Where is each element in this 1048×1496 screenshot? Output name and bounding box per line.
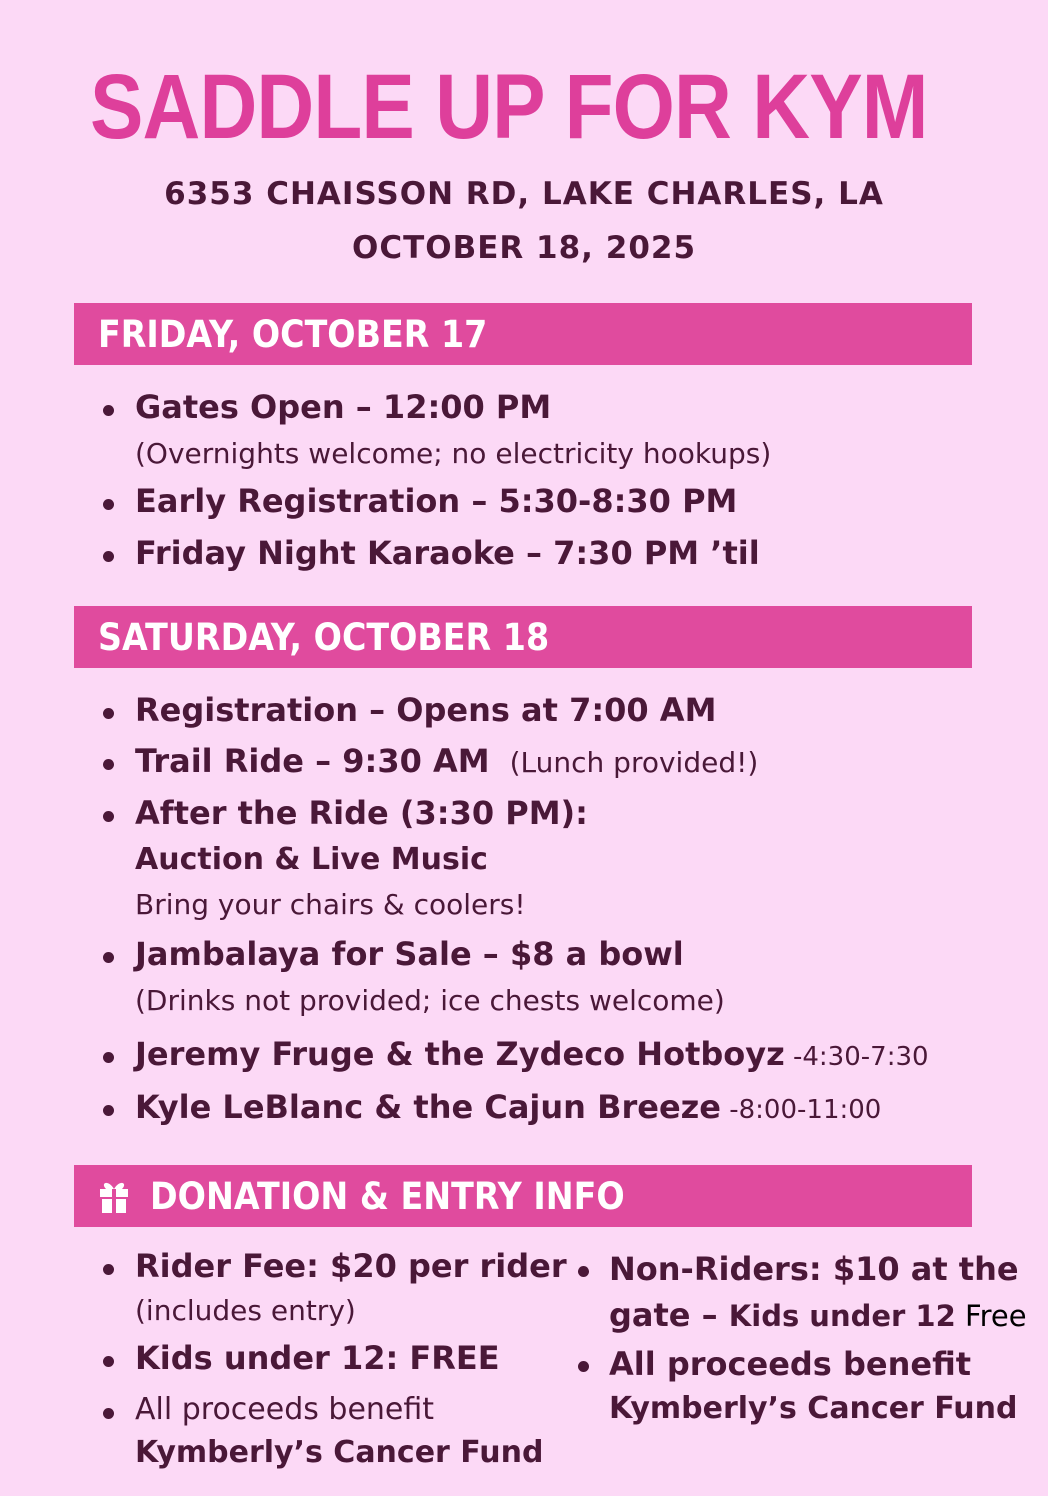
jambalaya: Jambalaya for Sale – $8 a bowl bbox=[135, 935, 684, 973]
band1-item bbox=[135, 1035, 929, 1073]
bullet bbox=[103, 759, 114, 770]
kids-free: Kids under 12: FREE bbox=[135, 1339, 500, 1377]
non-riders-fee: Non-Riders: $10 at the bbox=[609, 1250, 1019, 1288]
bullet bbox=[103, 499, 114, 510]
gift-icon bbox=[98, 1179, 130, 1213]
trail-ride: Trail Ride – 9:30 AM bbox=[135, 742, 490, 780]
trail-ride-item bbox=[135, 742, 758, 780]
gates-open: Gates Open bbox=[135, 388, 345, 426]
bullet bbox=[103, 1408, 114, 1419]
cancer-fund-left: Kymberly’s Cancer Fund bbox=[135, 1435, 544, 1470]
bullet bbox=[103, 708, 114, 719]
gates-open-time: – 12:00 PM bbox=[344, 388, 552, 426]
gate-line bbox=[609, 1296, 1027, 1334]
title-text: SADDLE UP FOR KYM bbox=[90, 55, 928, 158]
proceeds-left: All proceeds benefit bbox=[135, 1392, 435, 1427]
band2-item bbox=[135, 1088, 881, 1126]
bullet bbox=[578, 1361, 589, 1372]
gate-dash: – bbox=[690, 1296, 729, 1334]
band1-time: -4:30-7:30 bbox=[784, 1042, 929, 1072]
early-registration: Early Registration – 5:30-8:30 PM bbox=[135, 482, 738, 520]
chairs-coolers: Bring your chairs & coolers! bbox=[135, 888, 526, 921]
jambalaya-note: (Drinks not provided; ice chests welcome) bbox=[135, 984, 725, 1017]
event-title bbox=[78, 52, 998, 162]
rider-fee: Rider Fee: $20 per rider bbox=[135, 1247, 567, 1285]
band2-time: -8:00-11:00 bbox=[720, 1095, 882, 1125]
registration: Registration – Opens at 7:00 AM bbox=[135, 691, 717, 729]
proceeds-right: All proceeds benefit bbox=[609, 1345, 972, 1383]
saturday-heading-text: SATURDAY, OCTOBER 18 bbox=[98, 615, 550, 659]
bullet bbox=[103, 551, 114, 562]
bullet bbox=[103, 405, 114, 416]
donation-heading-text: DONATION & ENTRY INFO bbox=[150, 1174, 625, 1218]
band1-name: Jeremy Fruge & the Zydeco Hotboyz bbox=[135, 1035, 785, 1073]
bullet bbox=[103, 811, 114, 822]
after-ride: After the Ride (3:30 PM): bbox=[135, 794, 588, 832]
free-label: Free bbox=[955, 1299, 1027, 1333]
donation-heading bbox=[74, 1165, 972, 1227]
event-address: 6353 CHAISSON RD, LAKE CHARLES, LA bbox=[164, 176, 884, 212]
cancer-fund-right: Kymberly’s Cancer Fund bbox=[609, 1391, 1018, 1426]
friday-heading bbox=[74, 303, 972, 365]
bullet bbox=[103, 952, 114, 963]
kids-under-12: Kids under 12 bbox=[728, 1299, 956, 1333]
bullet bbox=[103, 1052, 114, 1063]
band2-name: Kyle LeBlanc & the Cajun Breeze bbox=[135, 1088, 721, 1126]
friday-heading-text: FRIDAY, OCTOBER 17 bbox=[98, 312, 488, 356]
event-date: OCTOBER 18, 2025 bbox=[351, 230, 697, 266]
gate-word: gate bbox=[609, 1296, 691, 1334]
bullet bbox=[103, 1356, 114, 1367]
friday-karaoke: Friday Night Karaoke – 7:30 PM ’til bbox=[135, 534, 760, 572]
rider-fee-note: (includes entry) bbox=[135, 1294, 356, 1327]
bullet bbox=[103, 1105, 114, 1116]
trail-ride-note: (Lunch provided!) bbox=[509, 746, 759, 779]
gates-open-item bbox=[135, 388, 551, 426]
auction-live-music: Auction & Live Music bbox=[135, 842, 488, 877]
bullet bbox=[103, 1264, 114, 1275]
saturday-heading bbox=[74, 606, 972, 668]
bullet bbox=[578, 1266, 589, 1277]
gates-note: (Overnights welcome; no electricity hookups) bbox=[135, 437, 772, 470]
